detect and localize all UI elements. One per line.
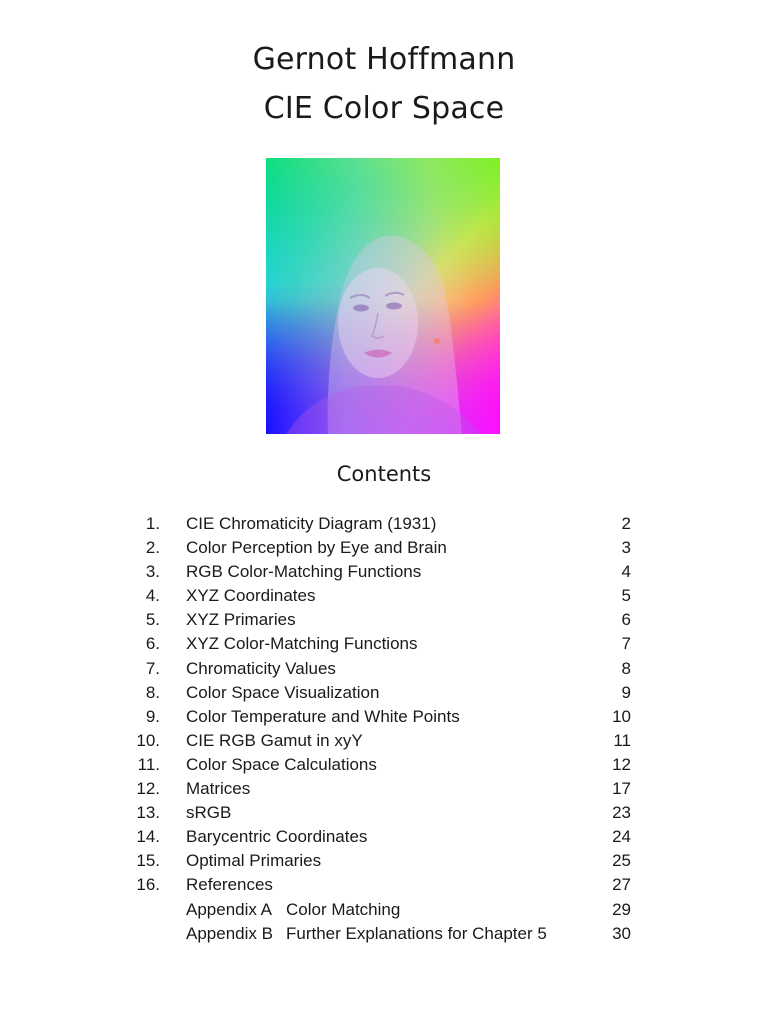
toc-title: Color Space Visualization (186, 682, 380, 702)
toc-page-number: 6 (621, 610, 631, 630)
toc-entry[interactable] (0, 681, 768, 705)
toc-page-number: 7 (621, 634, 631, 654)
toc-appendix-entry[interactable] (0, 922, 768, 946)
toc-page-number: 17 (612, 779, 631, 799)
toc-number: 1. (145, 514, 160, 533)
toc-number: 10. (136, 730, 160, 750)
toc-number: 3. (145, 562, 160, 582)
toc-entry[interactable] (0, 753, 768, 777)
toc-title: Matrices (186, 779, 251, 799)
toc-entry[interactable] (0, 632, 768, 656)
toc-title: Barycentric Coordinates (186, 827, 368, 847)
toc-entry[interactable] (0, 729, 768, 753)
toc-entry[interactable] (0, 512, 768, 536)
toc-number: 2. (145, 538, 160, 558)
toc-number: 16. (136, 875, 160, 895)
toc-page-number: 10 (612, 706, 631, 726)
toc-title: RGB Color-Matching Functions (186, 562, 422, 582)
toc-page-number: 29 (612, 899, 631, 919)
toc-number: 13. (136, 803, 160, 823)
portrait-face-icon (266, 158, 500, 434)
toc-title: CIE RGB Gamut in xyY (186, 730, 363, 750)
cover-portrait-image (266, 158, 500, 434)
toc-number: 6. (145, 634, 160, 654)
toc-number: 7. (145, 658, 160, 678)
appendix-label: Appendix A (186, 899, 273, 919)
toc-number: 11. (137, 754, 160, 774)
toc-page-number: 8 (621, 658, 631, 678)
appendix-title: Further Explanations for Chapter 5 (286, 923, 547, 943)
toc-title: Chromaticity Values (186, 658, 336, 678)
toc-title (186, 922, 547, 946)
toc-title (186, 898, 400, 922)
toc-page-number: 11 (613, 730, 631, 750)
toc-title: References (186, 875, 273, 895)
contents-heading: Contents (336, 462, 432, 486)
toc-number: 15. (136, 851, 160, 871)
toc-page-number: 5 (621, 586, 631, 606)
toc-title: Color Perception by Eye and Brain (186, 538, 447, 558)
appendix-title: Color Matching (286, 899, 401, 919)
toc-entry[interactable] (0, 849, 768, 873)
toc-entry[interactable] (0, 873, 768, 897)
toc-page-number: 12 (612, 754, 631, 774)
toc-page-number: 30 (612, 923, 631, 943)
toc-title: XYZ Color-Matching Functions (186, 634, 418, 654)
toc-entry[interactable] (0, 705, 768, 729)
toc-page-number: 24 (612, 827, 631, 847)
toc-entry[interactable] (0, 825, 768, 849)
toc-title: CIE Chromaticity Diagram (1931) (186, 514, 437, 533)
toc-entry[interactable] (0, 801, 768, 825)
toc-title: sRGB (186, 803, 232, 823)
toc-number: 14. (136, 827, 160, 847)
toc-title: XYZ Primaries (186, 610, 296, 630)
toc-entry[interactable] (0, 608, 768, 632)
toc-page-number: 9 (621, 682, 631, 702)
toc-page-number: 25 (612, 851, 631, 871)
toc-title: Optimal Primaries (186, 851, 322, 871)
toc-entry[interactable] (0, 657, 768, 681)
appendix-label: Appendix B (186, 923, 273, 943)
toc-page-number: 3 (621, 538, 631, 558)
toc-title: XYZ Coordinates (186, 586, 316, 606)
toc-title: Color Temperature and White Points (186, 706, 460, 726)
toc-page-number: 27 (612, 875, 631, 895)
toc-number: 8. (145, 682, 160, 702)
toc-page-number: 2 (621, 514, 631, 533)
toc-number: 5. (145, 610, 160, 630)
toc-entry[interactable] (0, 536, 768, 560)
document-title: CIE Color Space (263, 91, 505, 126)
toc-entry[interactable] (0, 560, 768, 584)
author-name: Gernot Hoffmann (252, 42, 516, 77)
toc-number: 4. (145, 586, 160, 606)
table-of-contents (0, 512, 768, 946)
toc-page-number: 4 (621, 562, 631, 582)
toc-page-number: 23 (612, 803, 631, 823)
toc-number: 9. (145, 706, 160, 726)
toc-appendix-entry[interactable] (0, 898, 768, 922)
toc-entry[interactable] (0, 777, 768, 801)
toc-title: Color Space Calculations (186, 754, 377, 774)
toc-number: 12. (136, 779, 160, 799)
toc-entry[interactable] (0, 584, 768, 608)
